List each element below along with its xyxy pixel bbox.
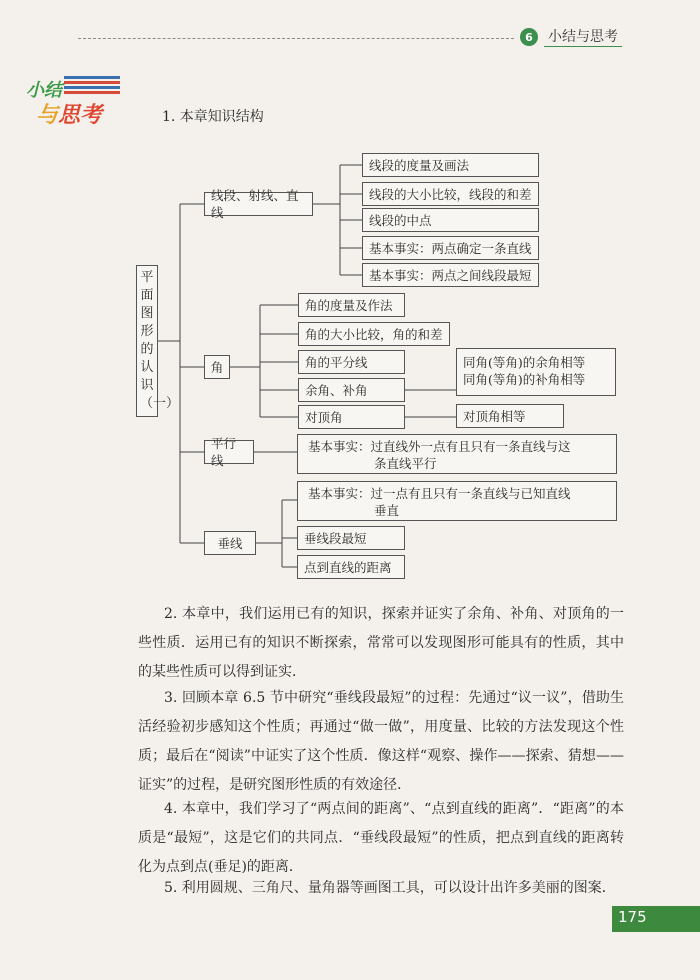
paragraph-2: 2. 本章中，我们运用已有的知识，探索并证实了余角、补角、对顶角的一些性质．运用已有的知识不断探索，常常可以发现图形可能具有的性质，其中的某些性质可以得到证实． [138, 606, 624, 680]
diagram-root-label: 平面图形的认识（一） [140, 270, 180, 411]
line-item: 线段的大小比较，线段的和差 [362, 182, 539, 206]
paragraph-3: 3. 回顾本章 6.5 节中研究“垂线段最短”的过程：先通过“议一议”，借助生活经验初步感知这个性质；再通过“做一做”，用度量、比较的方法发现这个性质；最后在“阅读”中证实了这个性质．像这样“观察、操作——探索、猜想——证实”的过程，是研究图形性质的有效途径． [138, 690, 624, 793]
parallel-fact-line: 基本事实：过直线外一点有且只有一条直线与这 [308, 439, 571, 454]
section-heading: 1. 本章知识结构 [162, 109, 264, 125]
perpendicular-fact [297, 481, 617, 521]
branch-angle: 角 [204, 355, 230, 379]
perp-item: 垂线段最短 [297, 526, 405, 550]
angle-item: 角的度量及作法 [298, 293, 405, 317]
perpendicular-fact-line: 基本事实：过一点有且只有一条直线与已知直线 [308, 486, 571, 501]
chapter-number-badge: 6 [520, 28, 538, 46]
line-item: 线段的中点 [362, 208, 539, 232]
perpendicular-fact-line: 垂直 [374, 503, 400, 518]
line-item: 基本事实：两点确定一条直线 [362, 236, 539, 260]
supplement-result: 同角(等角)的补角相等 [463, 372, 586, 387]
vertical-angle-result: 对顶角相等 [456, 404, 564, 428]
logo-line2-first: 与 [36, 103, 59, 128]
angle-item: 角的大小比较，角的和差 [298, 322, 450, 346]
chapter-title: 小结与思考 [548, 29, 618, 45]
branch-perpendicular: 垂线 [204, 531, 256, 555]
parallel-fact [297, 434, 617, 474]
perp-item: 点到直线的距离 [297, 555, 405, 579]
branch-line-segment: 线段、射线、直线 [204, 192, 313, 216]
paragraph-5: 5. 利用圆规、三角尺、量角器等画图工具，可以设计出许多美丽的图案． [164, 880, 616, 896]
angle-item: 角的平分线 [298, 350, 405, 374]
angle-item: 余角、补角 [298, 378, 405, 402]
complement-result: 同角(等角)的余角相等 [463, 355, 586, 370]
page-number: 175 [618, 908, 647, 926]
paragraph-4: 4. 本章中，我们学习了“两点间的距离”、“点到直线的距离”．“距离”的本质是“最短”，这是它们的共同点．“垂线段最短”的性质，把点到直线的距离转化为点到点(垂足)的距离． [138, 801, 624, 875]
branch-parallel: 平行线 [204, 440, 254, 464]
parallel-fact-line: 条直线平行 [374, 456, 437, 471]
line-item: 基本事实：两点之间线段最短 [362, 263, 539, 287]
logo-line2-rest: 思考 [58, 103, 103, 128]
diagram-root [136, 265, 180, 417]
angle-item: 对顶角 [298, 405, 405, 429]
complement-results [456, 348, 616, 396]
logo-line1: 小结 [26, 80, 62, 101]
line-item: 线段的度量及画法 [362, 153, 539, 177]
